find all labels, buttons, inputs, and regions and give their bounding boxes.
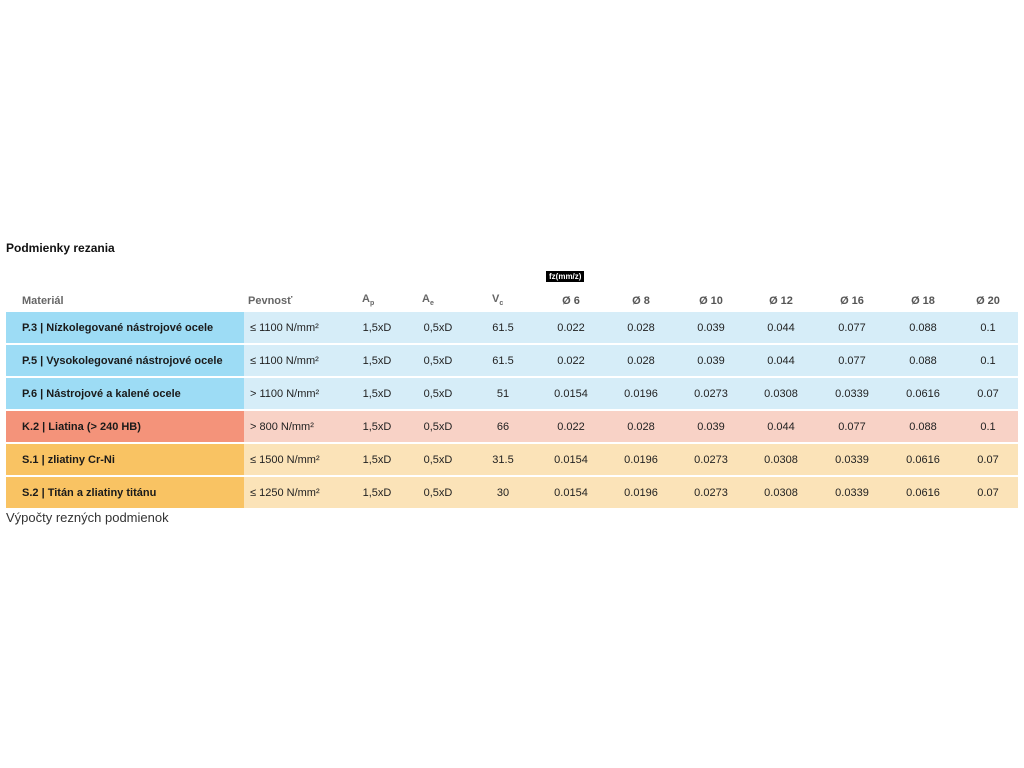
table-header-row — [6, 278, 1018, 310]
material-cell: P.6 | Nástrojové a kalené ocele — [6, 378, 244, 409]
ap-cell: 1,5xD — [348, 411, 406, 442]
d8-cell: 0.0196 — [606, 444, 676, 475]
header-ae-main: A — [422, 293, 430, 305]
material-cell: P.3 | Nízkolegované nástrojové ocele — [6, 312, 244, 343]
table-caption: Výpočty rezných podmienok — [6, 510, 169, 525]
d16-cell: 0.077 — [816, 312, 888, 343]
d16-cell: 0.077 — [816, 345, 888, 376]
d18-cell: 0.088 — [888, 312, 958, 343]
d10-cell: 0.039 — [676, 411, 746, 442]
header-d8: Ø 8 — [632, 295, 650, 307]
d8-cell: 0.028 — [606, 345, 676, 376]
d10-cell: 0.039 — [676, 312, 746, 343]
header-vc-main: V — [492, 293, 500, 305]
d16-cell: 0.0339 — [816, 444, 888, 475]
fz-unit-badge: fz(mm/z) — [546, 271, 584, 282]
ap-cell: 1,5xD — [348, 312, 406, 343]
material-cell: S.2 | Titán a zliatiny titánu — [6, 477, 244, 508]
header-d16: Ø 16 — [840, 295, 864, 307]
strength-cell: ≤ 1100 N/mm² — [244, 312, 348, 343]
d12-cell: 0.0308 — [746, 444, 816, 475]
header-ae — [406, 278, 470, 310]
ap-cell: 1,5xD — [348, 477, 406, 508]
material-cell: K.2 | Liatina (> 240 HB) — [6, 411, 244, 442]
cutting-conditions-table-wrapper — [6, 276, 1018, 510]
d10-cell: 0.0273 — [676, 378, 746, 409]
header-d6: Ø 6 — [562, 295, 580, 307]
header-d12: Ø 12 — [769, 295, 793, 307]
d20-cell: 0.1 — [958, 312, 1018, 343]
d18-cell: 0.0616 — [888, 444, 958, 475]
ap-cell: 1,5xD — [348, 378, 406, 409]
strength-cell: ≤ 1250 N/mm² — [244, 477, 348, 508]
d10-cell: 0.0273 — [676, 477, 746, 508]
strength-cell: ≤ 1100 N/mm² — [244, 345, 348, 376]
d20-cell: 0.1 — [958, 345, 1018, 376]
header-ap-sub: p — [369, 300, 375, 307]
ae-cell: 0,5xD — [406, 378, 470, 409]
d8-cell: 0.0196 — [606, 477, 676, 508]
d18-cell: 0.088 — [888, 345, 958, 376]
header-ap — [348, 278, 406, 310]
vc-cell: 30 — [470, 477, 536, 508]
d8-cell: 0.0196 — [606, 378, 676, 409]
vc-cell: 66 — [470, 411, 536, 442]
d12-cell: 0.044 — [746, 312, 816, 343]
header-d20: Ø 20 — [976, 295, 1000, 307]
ae-cell: 0,5xD — [406, 411, 470, 442]
table-row — [6, 345, 1018, 376]
strength-cell: ≤ 1500 N/mm² — [244, 444, 348, 475]
d20-cell: 0.07 — [958, 378, 1018, 409]
d6-cell: 0.022 — [536, 411, 606, 442]
d16-cell: 0.077 — [816, 411, 888, 442]
d16-cell: 0.0339 — [816, 477, 888, 508]
strength-cell: > 800 N/mm² — [244, 411, 348, 442]
ap-cell: 1,5xD — [348, 345, 406, 376]
d12-cell: 0.044 — [746, 411, 816, 442]
d12-cell: 0.044 — [746, 345, 816, 376]
ae-cell: 0,5xD — [406, 444, 470, 475]
material-cell: P.5 | Vysokolegované nástrojové ocele — [6, 345, 244, 376]
header-vc — [470, 278, 536, 310]
table-row — [6, 444, 1018, 475]
header-vc-sub: c — [499, 300, 504, 307]
vc-cell: 61.5 — [470, 312, 536, 343]
d6-cell: 0.0154 — [536, 444, 606, 475]
strength-cell: > 1100 N/mm² — [244, 378, 348, 409]
ap-cell: 1,5xD — [348, 444, 406, 475]
d6-cell: 0.0154 — [536, 477, 606, 508]
table-row — [6, 477, 1018, 508]
d10-cell: 0.039 — [676, 345, 746, 376]
vc-cell: 31.5 — [470, 444, 536, 475]
table-row — [6, 411, 1018, 442]
cutting-conditions-table — [6, 276, 1018, 510]
d16-cell: 0.0339 — [816, 378, 888, 409]
table-row — [6, 312, 1018, 343]
d6-cell: 0.022 — [536, 312, 606, 343]
d18-cell: 0.0616 — [888, 477, 958, 508]
header-ap-main: A — [362, 293, 370, 305]
table-row — [6, 378, 1018, 409]
d20-cell: 0.1 — [958, 411, 1018, 442]
d6-cell: 0.022 — [536, 345, 606, 376]
d12-cell: 0.0308 — [746, 477, 816, 508]
d20-cell: 0.07 — [958, 477, 1018, 508]
d18-cell: 0.0616 — [888, 378, 958, 409]
section-title: Podmienky rezania — [6, 241, 115, 255]
d12-cell: 0.0308 — [746, 378, 816, 409]
header-strength: Pevnosť — [248, 295, 293, 307]
material-cell: S.1 | zliatiny Cr-Ni — [6, 444, 244, 475]
ae-cell: 0,5xD — [406, 312, 470, 343]
ae-cell: 0,5xD — [406, 477, 470, 508]
d10-cell: 0.0273 — [676, 444, 746, 475]
header-d10: Ø 10 — [699, 295, 723, 307]
d8-cell: 0.028 — [606, 411, 676, 442]
ae-cell: 0,5xD — [406, 345, 470, 376]
d20-cell: 0.07 — [958, 444, 1018, 475]
header-d18: Ø 18 — [911, 295, 935, 307]
d18-cell: 0.088 — [888, 411, 958, 442]
header-material: Materiál — [22, 295, 64, 307]
vc-cell: 61.5 — [470, 345, 536, 376]
header-ae-sub: e — [429, 300, 434, 307]
vc-cell: 51 — [470, 378, 536, 409]
d6-cell: 0.0154 — [536, 378, 606, 409]
d8-cell: 0.028 — [606, 312, 676, 343]
